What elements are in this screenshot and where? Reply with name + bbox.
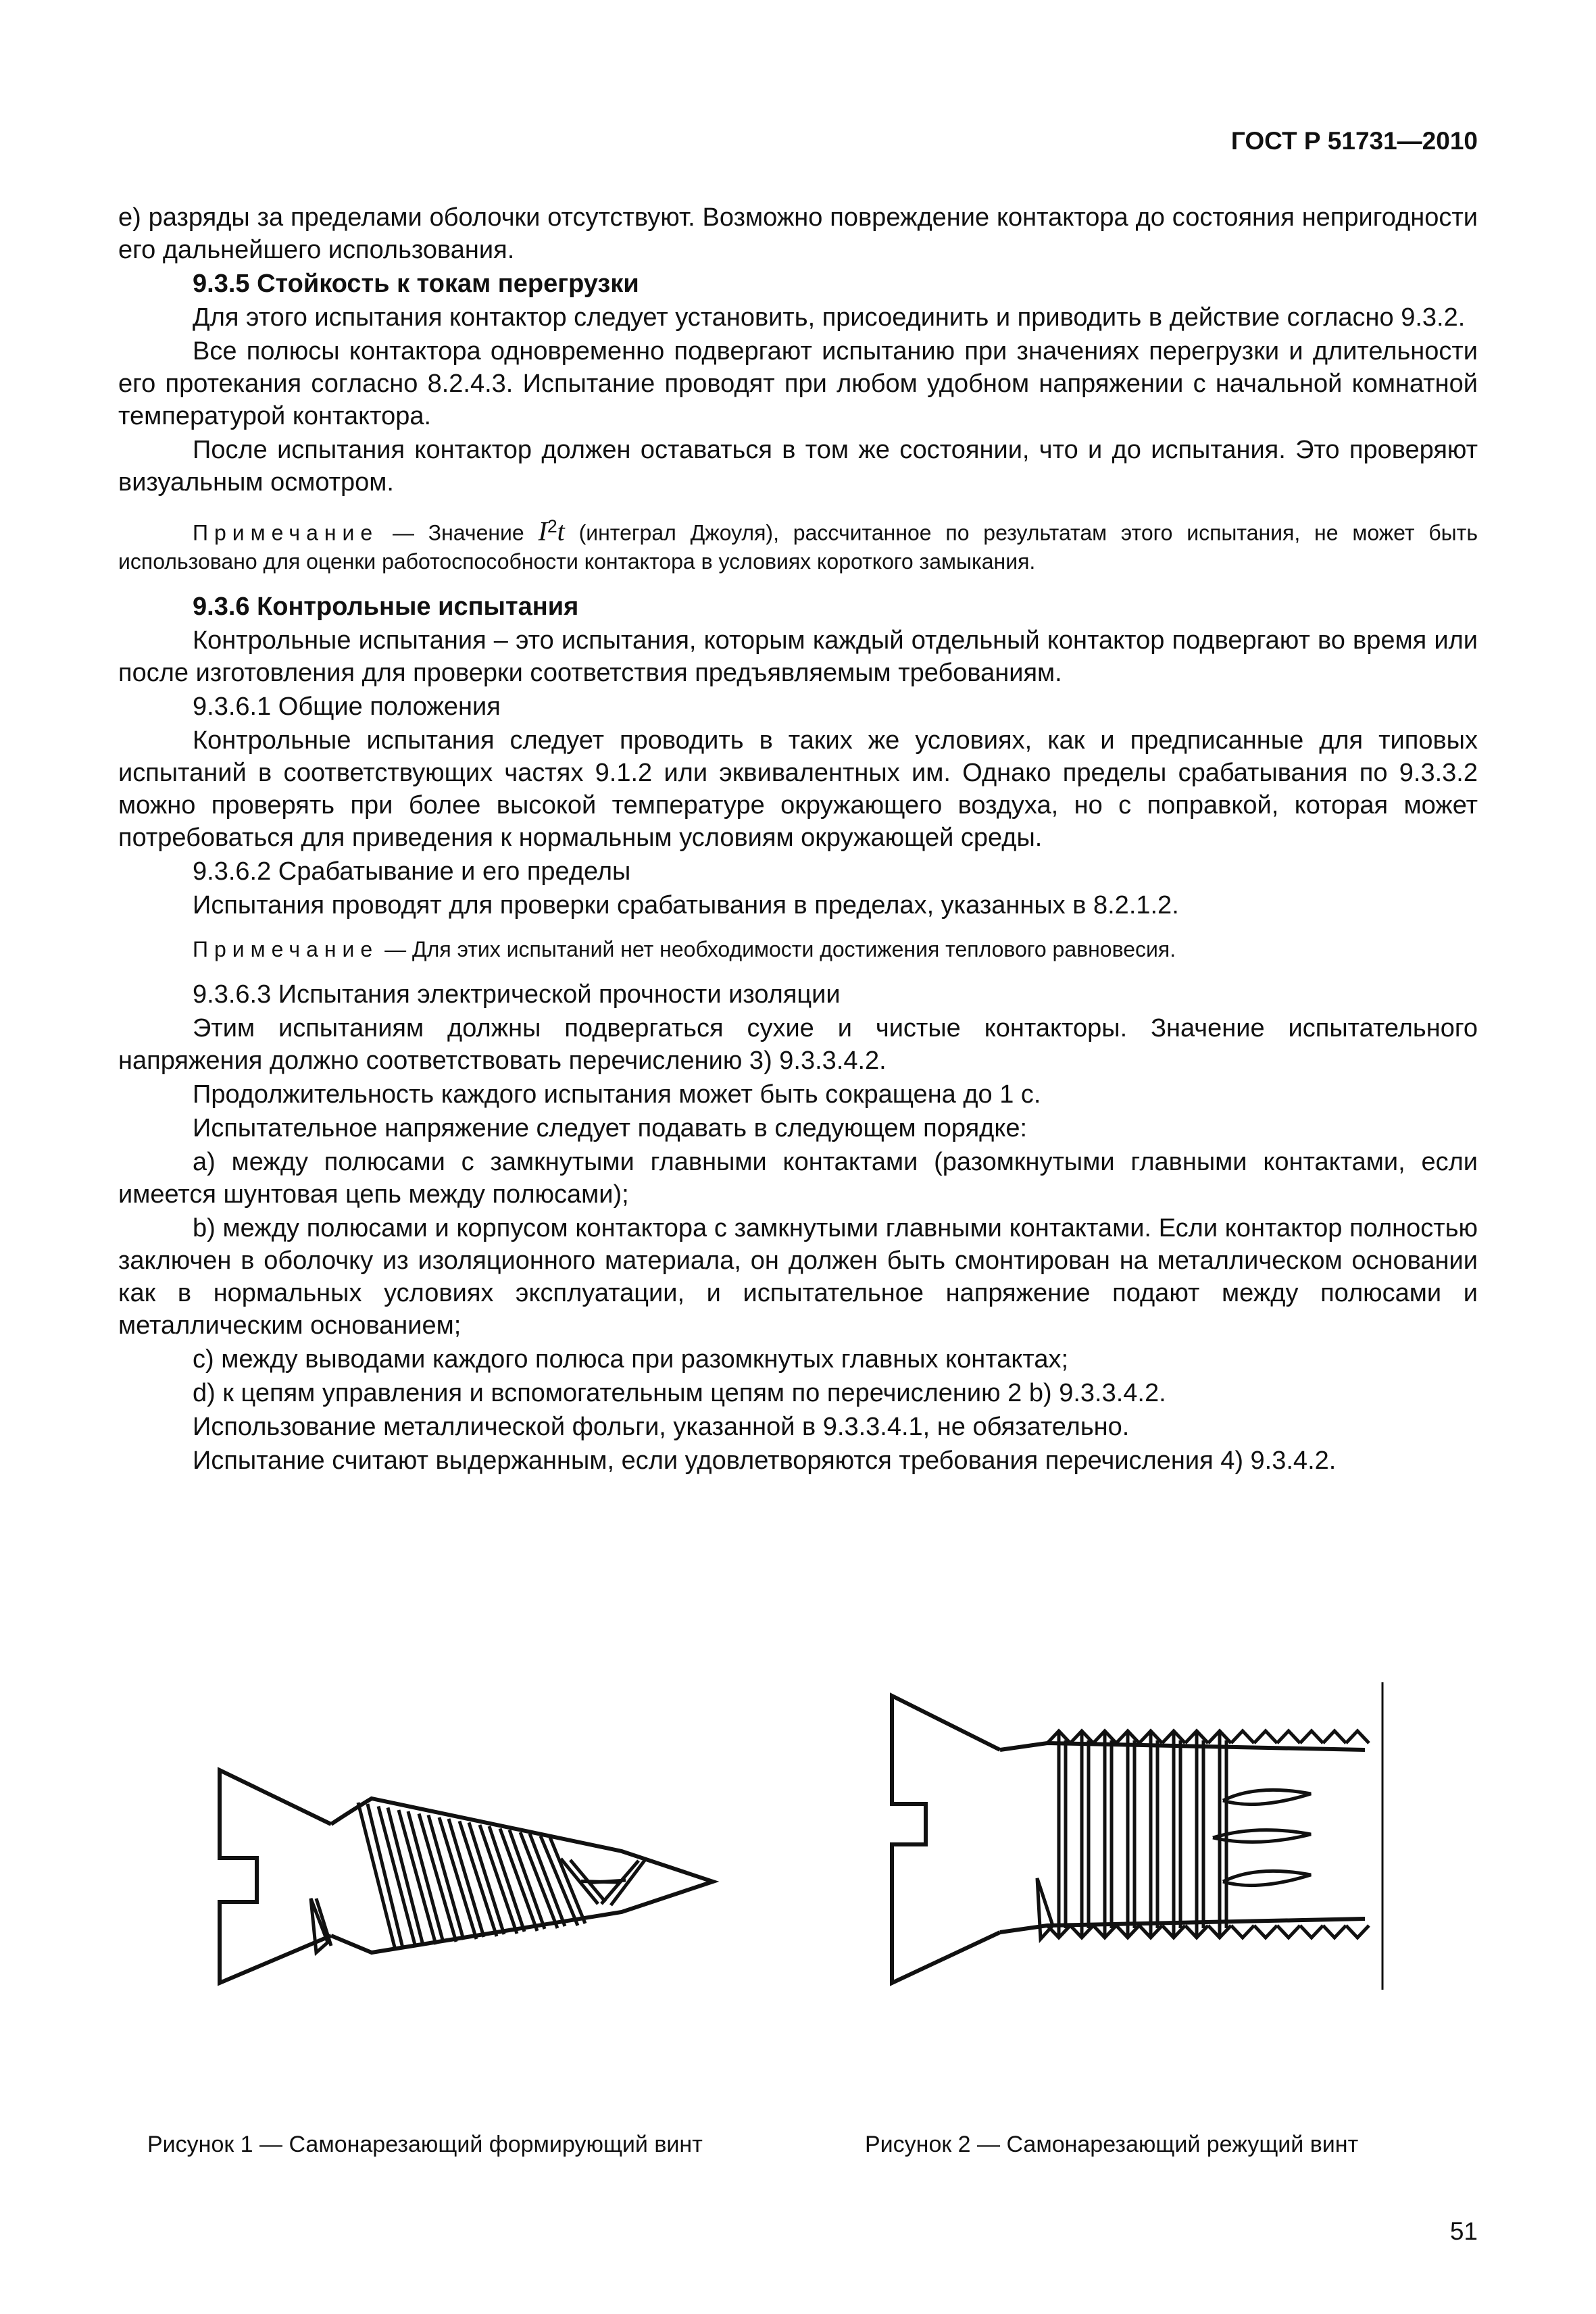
screw-drawing	[878, 1676, 1405, 2000]
heading-9-3-6-1: 9.3.6.1 Общие положения	[193, 692, 501, 721]
note-text-b: (интеграл Джоуля), рассчитанное по результатам этого испытания, не может быть использовано для оценки работоспособности контактора в условиях короткого замыкания.	[118, 520, 1478, 574]
standard-id: ГОСТ Р 51731—2010	[1230, 127, 1478, 155]
figure-2-caption: Рисунок 2 — Самонарезающий режущий винт	[865, 2132, 1359, 2157]
note-label: Примечание	[193, 936, 379, 961]
math-t: t	[557, 515, 565, 547]
figure-2-thread-cutting-screw	[878, 1676, 1405, 2000]
note-label: Примечание	[193, 520, 379, 545]
heading-9-3-6-2: 9.3.6.2 Срабатывание и его пределы	[193, 857, 631, 886]
heading-9-3-5: 9.3.5 Стойкость к токам перегрузки	[193, 270, 639, 298]
thread-crest-bottom	[1254, 1926, 1277, 1938]
thread-crest-top	[1254, 1731, 1277, 1743]
paragraph-9-3-6: Контрольные испытания – это испытания, которым каждый отдельный контактор подвергают во время или после изготовления для проверки соответствия предъявляемым требованиям.	[118, 626, 1478, 687]
thread-crest-top	[1323, 1731, 1346, 1743]
thread-crest-top	[1300, 1731, 1323, 1743]
thread-crest-bottom	[1300, 1926, 1323, 1938]
math-exponent: 2	[547, 516, 557, 536]
thread-line	[358, 1803, 395, 1950]
thread-crest-bottom	[1231, 1926, 1254, 1938]
paragraph-9-3-6-3-5: Испытание считают выдержанным, если удовлетворяются требования перечисления 4) 9.3.4.2.	[193, 1446, 1337, 1475]
thread-crest-bottom	[1323, 1926, 1346, 1938]
paragraph-9-3-5-1: Для этого испытания контактор следует установить, присоединить и приводить в действие согласно 9.3.2.	[193, 303, 1466, 332]
paragraph-9-3-6-1: Контрольные испытания следует проводить в таких же условиях, как и предписанные для типовых испытаний в соответствующих частях 9.1.2 или эквивалентных им. Однако пределы срабатывания по 9.3.3.2 можно проверять при более высокой температуре окружающего воздуха, но с поправкой, которая может потребоваться для приведения к нормальным условиям окружающей среды.	[118, 726, 1478, 852]
figure-1-thread-forming-screw	[203, 1750, 730, 2000]
paragraph-9-3-6-3-4: Использование металлической фольги, указанной в 9.3.3.4.1, не обязательно.	[193, 1412, 1130, 1441]
note-text-a: — Значение	[378, 520, 539, 545]
list-item-b: b) между полюсами и корпусом контактора с замкнутыми главными контактами. Если контактор полностью заключен в оболочку из изоляционного материала, он должен быть смонтирован на металлическом основании как в нормальных условиях эксплуатации, и испытательное напряжение подают между полюсами и металлическим основанием;	[118, 1213, 1478, 1340]
paragraph-9-3-6-3-3: Испытательное напряжение следует подавать в следующем порядке:	[193, 1113, 1028, 1142]
note-thermal-equilibrium	[118, 935, 1478, 963]
paragraph-e: е) разряды за пределами оболочки отсутствуют. Возможно повреждение контактора до состояния непригодности его дальнейшего использования.	[118, 203, 1478, 264]
thread-crest-bottom	[1346, 1926, 1369, 1938]
thread-crest-bottom	[1277, 1926, 1300, 1938]
paragraph-9-3-5-3: После испытания контактор должен оставаться в том же состоянии, что и до испытания. Это проверяют визуальным осмотром.	[118, 436, 1478, 497]
paragraph-9-3-6-3-2: Продолжительность каждого испытания может быть сокращена до 1 с.	[193, 1080, 1041, 1109]
list-item-c: c) между выводами каждого полюса при разомкнутых главных контактах;	[193, 1344, 1069, 1374]
page-number: 51	[1449, 2217, 1478, 2245]
heading-9-3-6: 9.3.6 Контрольные испытания	[193, 592, 579, 621]
thread-crest-top	[1277, 1731, 1300, 1743]
list-item-a: a) между полюсами с замкнутыми главными контактами (разомкнутыми главными контактами, если имеется шунтовая цепь между полюсами);	[118, 1147, 1478, 1209]
heading-9-3-6-3: 9.3.6.3 Испытания электрической прочности изоляции	[193, 980, 841, 1009]
thread-crest-top	[1346, 1731, 1369, 1743]
screw-drawing	[203, 1750, 730, 2000]
figure-1-caption: Рисунок 1 — Самонарезающий формирующий винт	[147, 2132, 703, 2157]
math-i: I	[538, 515, 547, 547]
paragraph-9-3-6-2: Испытания проводят для проверки срабатывания в пределах, указанных в 8.2.1.2.	[193, 890, 1179, 920]
thread-crest-top	[1231, 1731, 1254, 1743]
list-item-d: d) к цепям управления и вспомогательным цепям по перечислению 2 b) 9.3.3.4.2.	[193, 1378, 1166, 1407]
note-text: — Для этих испытаний нет необходимости достижения теплового равновесия.	[378, 936, 1176, 961]
note-joule-integral	[118, 512, 1478, 576]
body-text	[118, 201, 1478, 1478]
paragraph-9-3-5-2: Все полюсы контактора одновременно подвергают испытанию при значениях перегрузки и длительности его протекания согласно 8.2.4.3. Испытание проводят при любом удобном напряжении с начальной комнатной температурой контактора.	[118, 337, 1478, 430]
paragraph-9-3-6-3-1: Этим испытаниям должны подвергаться сухие и чистые контакторы. Значение испытательного напряжения должно соответствовать перечислению 3) 9.3.3.4.2.	[118, 1013, 1478, 1075]
